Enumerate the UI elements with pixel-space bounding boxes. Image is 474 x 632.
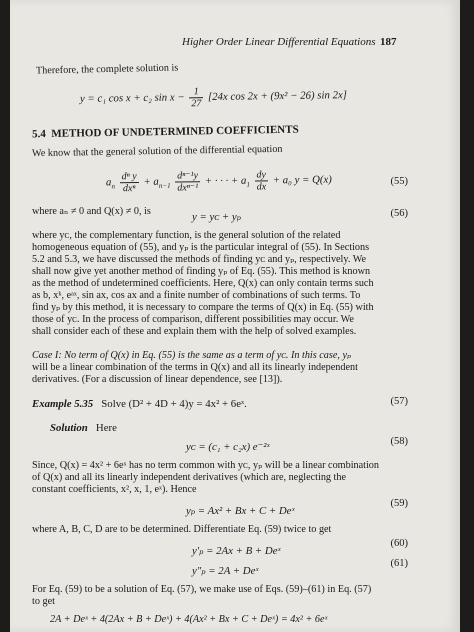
page-number: 187 bbox=[380, 36, 397, 48]
case1-line: Case I: No term of Q(x) in Eq. (55) is the same as a term of yᴄ. In this case, yₚ bbox=[32, 350, 352, 361]
eq55-frac3-den: dx bbox=[256, 181, 267, 193]
example-heading bbox=[32, 398, 247, 410]
paragraph2-line: shall now give yet another method of finding yₚ of Eq. (55). This method is known bbox=[32, 266, 371, 277]
eq55-mid-sub: n−1 bbox=[158, 181, 171, 190]
section-title: METHOD OF UNDETERMINED COEFFICIENTS bbox=[51, 123, 299, 140]
eq55-a: a bbox=[105, 176, 112, 189]
solution-heading bbox=[50, 422, 117, 434]
eq55-frac1-den: dxⁿ bbox=[122, 183, 136, 195]
equation-55 bbox=[106, 169, 332, 195]
eq56-number: (56) bbox=[390, 208, 408, 219]
solution-text: Here bbox=[95, 422, 117, 434]
equation-61: y″ₚ = 2A + Deˣ bbox=[192, 565, 259, 577]
section-number: 5.4 bbox=[31, 128, 46, 141]
complete-solution-equation bbox=[80, 84, 347, 111]
paragraph2-line: 5.2 and 5.3, we have discussed the methods of finding yᴄ and yₚ, respectively. We bbox=[32, 254, 367, 265]
eq55-frac2 bbox=[175, 170, 200, 193]
paragraph1-line: We know that the general solution of the differential equation bbox=[31, 143, 283, 160]
solution-frac-den: 27 bbox=[191, 98, 202, 110]
paragraph3-line: Since, Q(x) = 4x² + 6eˣ has no term common with yᴄ, yₚ will be a linear combination bbox=[32, 460, 379, 471]
solution-fraction bbox=[189, 86, 203, 109]
eq55-frac2-num: dⁿ⁻¹y bbox=[175, 170, 200, 182]
book-page bbox=[10, 0, 460, 632]
intro-text: Therefore, the complete solution is bbox=[35, 62, 179, 77]
eq55-a-sub: n bbox=[111, 182, 116, 191]
paragraph5-line: For Eq. (59) to be a solution of Eq. (57), we make use of Eqs. (59)–(61) in Eq. (57) bbox=[32, 584, 372, 595]
solution-frac-num: 1 bbox=[189, 86, 203, 98]
eq57-number: (57) bbox=[390, 396, 408, 407]
solution-label: Solution bbox=[50, 422, 88, 434]
eq55-dots: + · · · + a bbox=[204, 174, 247, 188]
paragraph2-line: homogeneous equation of (55), and yₚ is the particular integral of (55). In Sections bbox=[32, 242, 370, 253]
paragraph4-line: where A, B, C, D are to be determined. Differentiate Eq. (59) twice to get bbox=[32, 524, 332, 535]
eq55-frac3 bbox=[254, 169, 268, 192]
paragraph2-line: find yₚ by this method, it is necessary to compare the terms of Q(x) in Eq. (55) with bbox=[32, 302, 374, 313]
eq55-frac2-den: dxⁿ⁻¹ bbox=[177, 182, 199, 194]
paragraph3-line: of Q(x) and all its linearly independent derivatives (which are, neglecting the bbox=[32, 472, 347, 483]
paragraph2-line: as the method of undetermined coefficients. Here, Q(x) can only contain terms such bbox=[32, 278, 374, 289]
eq55-mid: + a bbox=[143, 175, 159, 188]
eq59-number: (59) bbox=[390, 498, 408, 509]
paragraph5-line: to get bbox=[32, 596, 55, 607]
solution-tail: [24x cos 2x + (9x² − 26) sin 2x] bbox=[207, 89, 348, 104]
paragraph2-line: as b, xᵏ, eᵃˣ, sin ax, cos ax and a finite number of combinations of such terms. To bbox=[32, 290, 361, 301]
eq56-prefix: where aₙ ≠ 0 and Q(x) ≠ 0, is bbox=[32, 206, 151, 217]
paragraph3-line: constant coefficients, x², x, 1, eˣ). Hence bbox=[32, 484, 197, 495]
case1-line: will be a linear combination of the terms in Q(x) and all its linearly independent bbox=[32, 362, 358, 373]
section-heading bbox=[32, 124, 299, 141]
eq55-number: (55) bbox=[390, 176, 408, 187]
example-label: Example 5.35 bbox=[32, 398, 94, 410]
example-text: Solve (D² + 4D + 4)y = 4x² + 6eˣ. bbox=[101, 398, 247, 410]
eq55-dots-sub: 1 bbox=[246, 180, 250, 189]
eq55-frac1-num: dⁿ y bbox=[119, 171, 138, 183]
running-title: Higher Order Linear Differential Equations bbox=[182, 36, 376, 48]
equation-58: yᴄ = (c₁ + c₂x) e⁻²ˣ bbox=[186, 441, 270, 453]
eq60-number: (60) bbox=[390, 538, 408, 549]
paragraph2-line: where yᴄ, the complementary function, is the general solution of the related bbox=[32, 230, 341, 241]
eq55-tail: + a₀ y = Q(x) bbox=[272, 173, 332, 187]
eq55-frac3-num: dy bbox=[254, 169, 268, 181]
eq58-number: (58) bbox=[390, 436, 408, 447]
equation-56: y = yᴄ + yₚ bbox=[192, 211, 241, 223]
eq61-number: (61) bbox=[390, 558, 408, 569]
equation-59: yₚ = Ax² + Bx + C + Deˣ bbox=[186, 505, 295, 517]
equation-60: y′ₚ = 2Ax + B + Deˣ bbox=[192, 545, 281, 557]
paragraph2-line: shall consider each of these and explain them with the help of solved examples. bbox=[32, 326, 357, 337]
solution-head: y = c₁ cos x + c₂ sin x − bbox=[79, 91, 188, 105]
case1-line: derivatives. (For a discussion of linear dependence, see [13]). bbox=[32, 374, 283, 385]
eq55-frac1 bbox=[119, 171, 138, 194]
final-equation: 2A + Deˣ + 4(2Ax + B + Deˣ) + 4(Ax² + Bx + C + Deˣ) = 4x² + 6eˣ bbox=[50, 614, 328, 625]
paragraph2-line: those of yᴄ. In the process of comparison, different possibilities may occur. We bbox=[32, 314, 354, 325]
